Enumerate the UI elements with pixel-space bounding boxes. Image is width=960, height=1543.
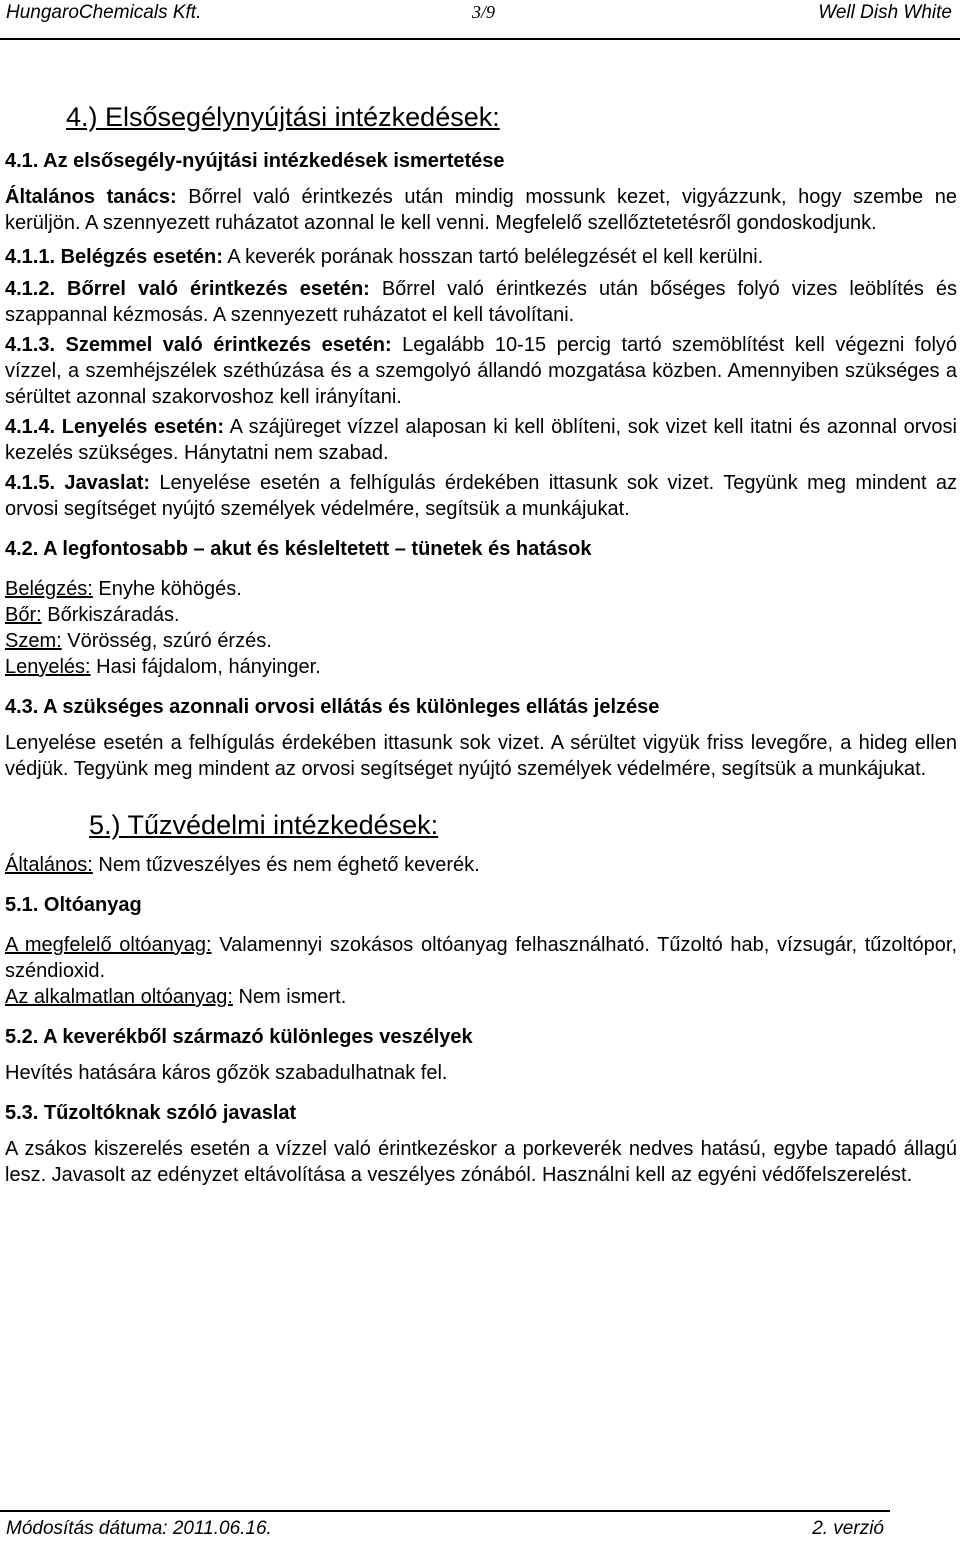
section-5-title: 5.) Tűzvédelmi intézkedések: <box>89 810 439 840</box>
section-4-1-3: 4.1.3. Szemmel való érintkezés esetén: Legalább 10-15 percig tartó szemöblítést kell végezni folyó vízzel, a szemhéjszélek széthúzása és a szemgolyó állandó mozgatása közben. Amennyiben szükséges a sérültet azonnal szakorvoshoz kell irányítani. <box>5 334 958 408</box>
section-4-1-4: 4.1.4. Lenyelés esetén: A szájüreget vízzel alaposan ki kell öblíteni, sok vizet kell itatni és azonnal orvosi kezelés szükséges. Hánytatni nem szabad. <box>5 416 957 464</box>
section-4-1-2: 4.1.2. Bőrrel való érintkezés esetén: Bőrrel való érintkezés után bőséges folyó vizes leöblítés és szappannal kézmosás. A szennyezett ruházatot el kell távolítani. <box>5 278 957 326</box>
section-5-3-title: 5.3. Tűzoltóknak szóló javaslat <box>5 1102 297 1124</box>
suitable-media: A megfelelő oltóanyag: Valamennyi szokásos oltóanyag felhasználható. Tűzoltó hab, vízsugár, tűzoltópor, széndioxid. <box>5 934 957 982</box>
section-5-1-title: 5.1. Oltóanyag <box>5 894 142 916</box>
page-footer <box>6 1518 884 1540</box>
page-header <box>6 0 952 30</box>
symptom-item: Lenyelés: Hasi fájdalom, hányinger. <box>5 656 321 678</box>
section-4-1-1: 4.1.1. Belégzés esetén: A keverék porának hosszan tartó belélegzését el kell kerülni. <box>5 246 764 268</box>
section-5-2-text: Hevítés hatására káros gőzök szabadulhatnak fel. <box>5 1062 448 1084</box>
modified-date: Módosítás dátuma: 2011.06.16. <box>6 1518 272 1539</box>
section-4-3-title: 4.3. A szükséges azonnali orvosi ellátás és különleges ellátás jelzése <box>5 696 660 718</box>
section-4-title: 4.) Elsősegélynyújtási intézkedések: <box>66 102 500 132</box>
symptom-item: Szem: Vörösség, szúró érzés. <box>5 630 272 652</box>
product-name: Well Dish White <box>818 2 952 23</box>
header-divider <box>0 38 960 40</box>
section-5-3-text: A zsákos kiszerelés esetén a vízzel való érintkezéskor a porkeverék nedves hatású, egybe tapadó állagú lesz. Javasolt az edényzet eltávolítása a veszélyes zónából. Használni kell az egyéni védőfelszerelést. <box>5 1138 957 1186</box>
symptom-list <box>5 576 957 680</box>
section-4-2-title: 4.2. A legfontosabb – akut és késleltetett – tünetek és hatások <box>5 538 592 560</box>
footer-divider <box>0 1510 890 1512</box>
section-4-1-5: 4.1.5. Javaslat: Lenyelése esetén a felhígulás érdekében ittasunk sok vizet. Tegyünk meg mindent az orvosi segítséget nyújtó személyek védelmére, segítsük a munkájukat. <box>5 472 957 520</box>
general-advice: Általános tanács: Bőrrel való érintkezés után mindig mossunk kezet, vigyázzunk, hogy szembe ne kerüljön. A szennyezett ruházatot azonnal le kell venni. Megfelelő szellőztetetésről gondoskodjunk. <box>5 186 957 234</box>
version-label: 2. verzió <box>812 1518 884 1539</box>
unsuitable-media: Az alkalmatlan oltóanyag: Nem ismert. <box>5 986 347 1008</box>
symptom-item: Belégzés: Enyhe köhögés. <box>5 578 242 600</box>
document-body <box>5 90 957 1188</box>
company-name: HungaroChemicals Kft. <box>6 2 202 23</box>
page-number: 3/9 <box>472 2 496 22</box>
section-4-1-title: 4.1. Az elsősegély-nyújtási intézkedések ismertetése <box>5 150 505 172</box>
section-5-2-title: 5.2. A keverékből származó különleges veszélyek <box>5 1026 473 1048</box>
symptom-item: Bőr: Bőrkiszáradás. <box>5 604 180 626</box>
fire-general: Általános: Nem tűzveszélyes és nem éghető keverék. <box>5 854 480 876</box>
section-4-3-text: Lenyelése esetén a felhígulás érdekében ittasunk sok vizet. A sérültet vigyük friss levegőre, a hideg ellen védjük. Tegyünk meg mindent az orvosi segítséget nyújtó személyek védelmére, segítsük a munkájukat. <box>5 732 957 780</box>
